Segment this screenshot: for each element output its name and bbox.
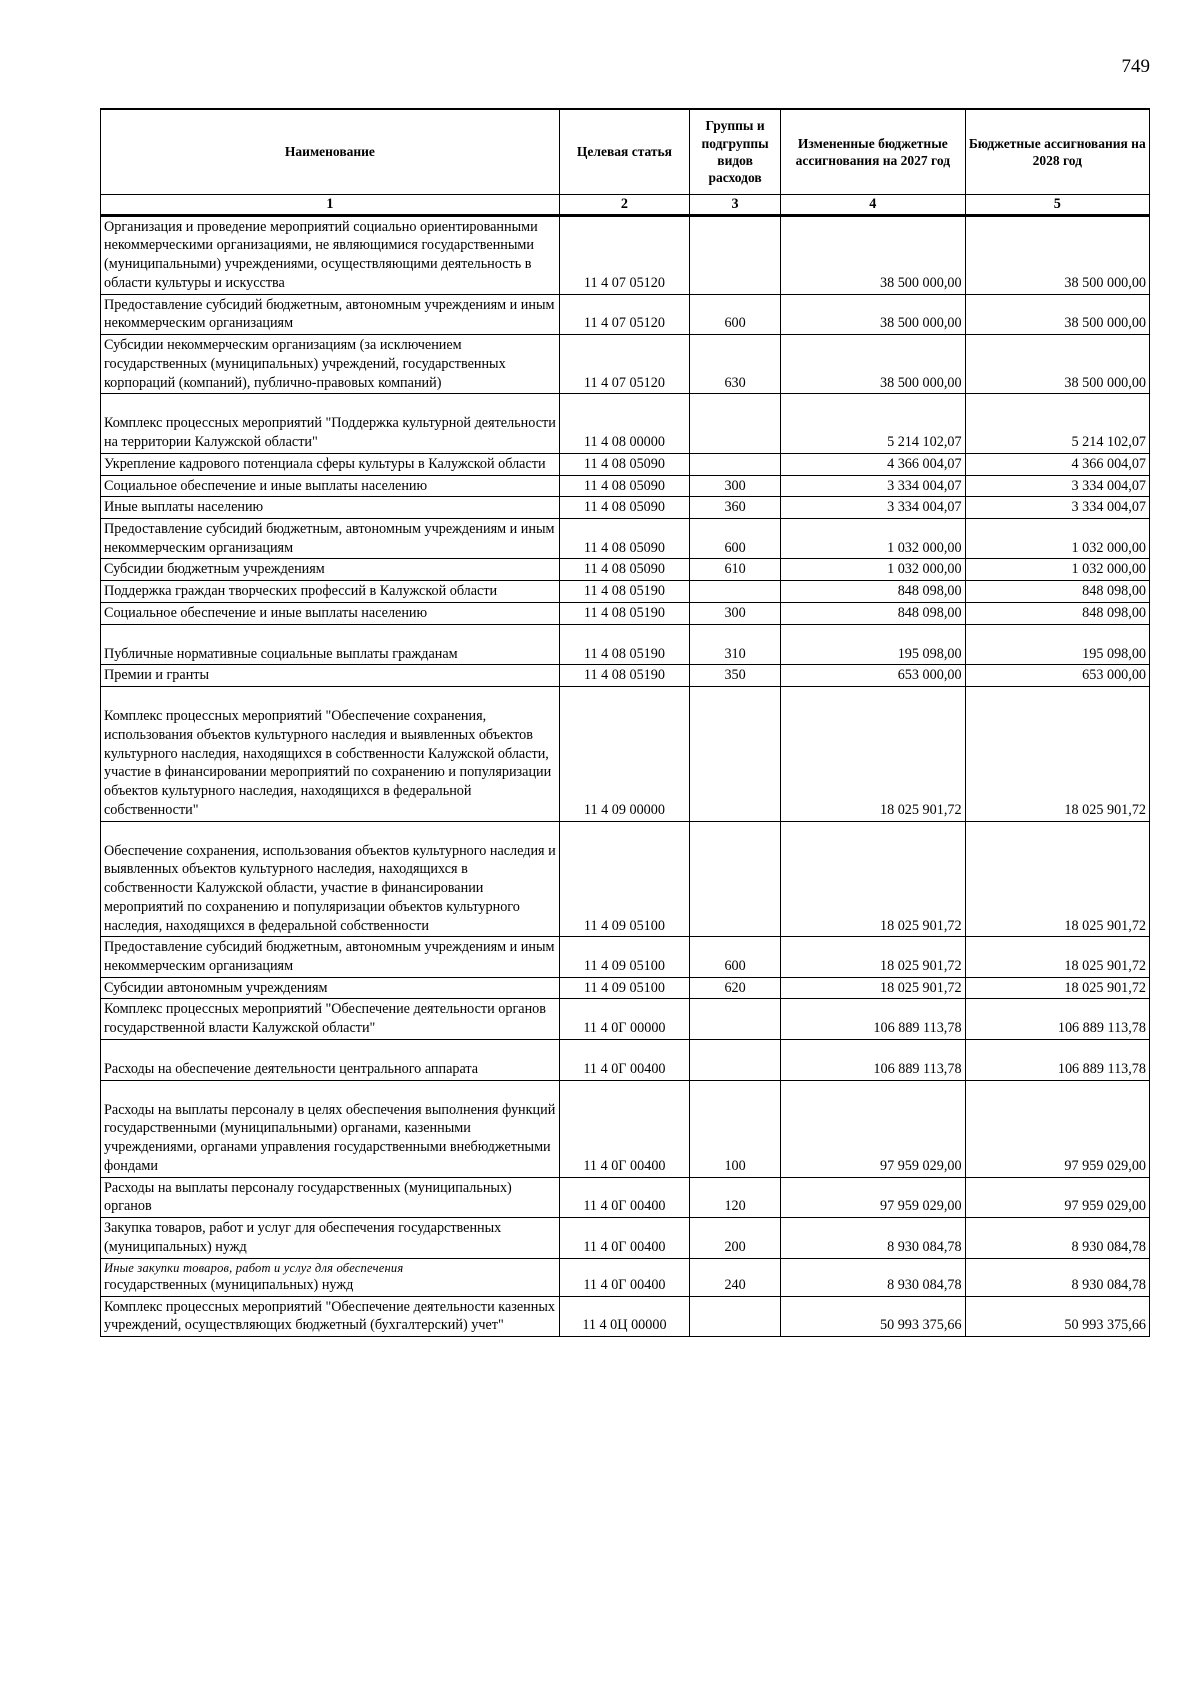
row-target-article: 11 4 08 05190 <box>559 624 689 665</box>
row-amount-2028: 38 500 000,00 <box>965 215 1149 294</box>
row-name: Предоставление субсидий бюджетным, автономным учреждениям и иным некоммерческим организациям <box>101 519 560 559</box>
row-target-article: 11 4 08 05090 <box>559 475 689 497</box>
row-expense-group <box>690 1039 781 1080</box>
row-name: Организация и проведение мероприятий социально ориентированными некоммерческими организациями, не являющимися государственными (муниципальными) учреждениями, осуществляющими деятельность в области культуры и искусства <box>101 215 560 294</box>
table-row <box>101 1177 1150 1217</box>
row-expense-group: 600 <box>690 519 781 559</box>
row-expense-group <box>690 687 781 821</box>
row-amount-2027: 38 500 000,00 <box>781 294 965 334</box>
row-amount-2027: 848 098,00 <box>781 602 965 624</box>
header-amount-2028: Бюджетные ассигнования на 2028 год <box>965 109 1149 195</box>
table-row <box>101 1258 1150 1296</box>
row-name: Социальное обеспечение и иные выплаты населению <box>101 602 560 624</box>
row-amount-2027: 50 993 375,66 <box>781 1296 965 1336</box>
table-row <box>101 581 1150 603</box>
row-expense-group <box>690 215 781 294</box>
budget-table <box>100 108 1150 1337</box>
header-amount-2027: Измененные бюджетные ассигнования на 2027 год <box>781 109 965 195</box>
row-amount-2027: 97 959 029,00 <box>781 1080 965 1177</box>
row-name <box>101 1258 560 1296</box>
row-name: Обеспечение сохранения, использования объектов культурного наследия и выявленных объектов культурного наследия, находящихся в собственности Калужской области, участие в финансировании мероприятий по сохранению и популяризации объектов культурного наследия, находящихся в федеральной собственности <box>101 821 560 937</box>
row-amount-2027: 4 366 004,07 <box>781 453 965 475</box>
row-expense-group <box>690 1296 781 1336</box>
row-amount-2028: 18 025 901,72 <box>965 977 1149 999</box>
column-number: 4 <box>781 195 965 216</box>
table-row <box>101 215 1150 294</box>
row-amount-2028: 3 334 004,07 <box>965 475 1149 497</box>
row-target-article: 11 4 0Г 00000 <box>559 999 689 1039</box>
row-name: Комплекс процессных мероприятий "Обеспечение деятельности органов государственной власти Калужской области" <box>101 999 560 1039</box>
row-name: Иные выплаты населению <box>101 497 560 519</box>
table-row <box>101 497 1150 519</box>
row-amount-2027: 18 025 901,72 <box>781 977 965 999</box>
row-amount-2028: 38 500 000,00 <box>965 335 1149 394</box>
row-amount-2027: 195 098,00 <box>781 624 965 665</box>
row-expense-group: 300 <box>690 475 781 497</box>
row-name: Субсидии некоммерческим организациям (за исключением государственных (муниципальных) учреждений, государственных корпораций (компаний), публично-правовых компаний) <box>101 335 560 394</box>
table-row <box>101 977 1150 999</box>
row-amount-2027: 848 098,00 <box>781 581 965 603</box>
row-target-article: 11 4 08 05190 <box>559 602 689 624</box>
row-amount-2028: 3 334 004,07 <box>965 497 1149 519</box>
row-expense-group: 620 <box>690 977 781 999</box>
row-target-article: 11 4 09 05100 <box>559 977 689 999</box>
row-target-article: 11 4 09 05100 <box>559 937 689 977</box>
row-expense-group <box>690 999 781 1039</box>
row-name: Расходы на выплаты персоналу в целях обеспечения выполнения функций государственными (муниципальными) органами, казенными учреждениями, органами управления государственными внебюджетными фондами <box>101 1080 560 1177</box>
row-expense-group: 600 <box>690 294 781 334</box>
row-amount-2027: 106 889 113,78 <box>781 1039 965 1080</box>
row-amount-2028: 18 025 901,72 <box>965 687 1149 821</box>
row-expense-group: 120 <box>690 1177 781 1217</box>
row-amount-2027: 38 500 000,00 <box>781 215 965 294</box>
header-target-article: Целевая статья <box>559 109 689 195</box>
row-amount-2028: 653 000,00 <box>965 665 1149 687</box>
row-target-article: 11 4 0Г 00400 <box>559 1039 689 1080</box>
row-name: Расходы на обеспечение деятельности центрального аппарата <box>101 1039 560 1080</box>
row-name: Комплекс процессных мероприятий "Обеспечение сохранения, использования объектов культурного наследия и выявленных объектов культурного наследия, находящихся в собственности Калужской области, участие в финансировании мероприятий по сохранению и популяризации объектов культурного наследия, находящихся в федеральной собственности" <box>101 687 560 821</box>
table-row <box>101 335 1150 394</box>
row-amount-2027: 18 025 901,72 <box>781 687 965 821</box>
row-amount-2027: 1 032 000,00 <box>781 519 965 559</box>
row-amount-2027: 38 500 000,00 <box>781 335 965 394</box>
row-name: Поддержка граждан творческих профессий в Калужской области <box>101 581 560 603</box>
row-name: Субсидии автономным учреждениям <box>101 977 560 999</box>
row-amount-2028: 848 098,00 <box>965 602 1149 624</box>
column-number: 2 <box>559 195 689 216</box>
row-amount-2028: 18 025 901,72 <box>965 821 1149 937</box>
row-target-article: 11 4 0Г 00400 <box>559 1258 689 1296</box>
table-row <box>101 602 1150 624</box>
table-row <box>101 937 1150 977</box>
table-row <box>101 624 1150 665</box>
row-target-article: 11 4 0Г 00400 <box>559 1080 689 1177</box>
row-target-article: 11 4 09 05100 <box>559 821 689 937</box>
row-target-article: 11 4 0Г 00400 <box>559 1218 689 1258</box>
row-name: Предоставление субсидий бюджетным, автономным учреждениям и иным некоммерческим организациям <box>101 294 560 334</box>
row-expense-group <box>690 453 781 475</box>
row-name: Предоставление субсидий бюджетным, автономным учреждениям и иным некоммерческим организациям <box>101 937 560 977</box>
table-header-row <box>101 109 1150 195</box>
row-expense-group: 350 <box>690 665 781 687</box>
table-row <box>101 453 1150 475</box>
row-expense-group: 310 <box>690 624 781 665</box>
row-amount-2028: 106 889 113,78 <box>965 1039 1149 1080</box>
row-amount-2028: 106 889 113,78 <box>965 999 1149 1039</box>
row-amount-2028: 97 959 029,00 <box>965 1177 1149 1217</box>
table-row <box>101 559 1150 581</box>
column-number: 1 <box>101 195 560 216</box>
row-amount-2027: 18 025 901,72 <box>781 937 965 977</box>
row-name: Субсидии бюджетным учреждениям <box>101 559 560 581</box>
row-amount-2028: 5 214 102,07 <box>965 394 1149 453</box>
table-row <box>101 519 1150 559</box>
row-target-article: 11 4 08 00000 <box>559 394 689 453</box>
row-amount-2028: 1 032 000,00 <box>965 519 1149 559</box>
row-expense-group <box>690 581 781 603</box>
row-amount-2028: 1 032 000,00 <box>965 559 1149 581</box>
column-number: 5 <box>965 195 1149 216</box>
row-target-article: 11 4 08 05190 <box>559 665 689 687</box>
row-name: Публичные нормативные социальные выплаты гражданам <box>101 624 560 665</box>
row-expense-group: 600 <box>690 937 781 977</box>
row-amount-2027: 8 930 084,78 <box>781 1218 965 1258</box>
row-name: Закупка товаров, работ и услуг для обеспечения государственных (муниципальных) нужд <box>101 1218 560 1258</box>
table-body <box>101 215 1150 1336</box>
header-name: Наименование <box>101 109 560 195</box>
row-amount-2028: 848 098,00 <box>965 581 1149 603</box>
row-target-article: 11 4 0Ц 00000 <box>559 1296 689 1336</box>
row-amount-2028: 4 366 004,07 <box>965 453 1149 475</box>
row-expense-group: 300 <box>690 602 781 624</box>
column-number: 3 <box>690 195 781 216</box>
row-expense-group: 360 <box>690 497 781 519</box>
row-amount-2027: 5 214 102,07 <box>781 394 965 453</box>
row-amount-2028: 8 930 084,78 <box>965 1258 1149 1296</box>
table-row <box>101 1080 1150 1177</box>
row-target-article: 11 4 07 05120 <box>559 335 689 394</box>
row-amount-2028: 97 959 029,00 <box>965 1080 1149 1177</box>
row-expense-group <box>690 821 781 937</box>
row-note: Иные закупки товаров, работ и услуг для обеспечения <box>104 1260 404 1275</box>
row-amount-2027: 3 334 004,07 <box>781 497 965 519</box>
table-row <box>101 665 1150 687</box>
row-target-article: 11 4 08 05090 <box>559 519 689 559</box>
row-amount-2028: 50 993 375,66 <box>965 1296 1149 1336</box>
row-amount-2028: 38 500 000,00 <box>965 294 1149 334</box>
row-target-article: 11 4 07 05120 <box>559 294 689 334</box>
table-row <box>101 475 1150 497</box>
row-name: Расходы на выплаты персоналу государственных (муниципальных) органов <box>101 1177 560 1217</box>
table-row <box>101 1039 1150 1080</box>
row-amount-2027: 18 025 901,72 <box>781 821 965 937</box>
row-amount-2027: 8 930 084,78 <box>781 1258 965 1296</box>
table-row <box>101 394 1150 453</box>
row-name: Комплекс процессных мероприятий "Поддержка культурной деятельности на территории Калужской области" <box>101 394 560 453</box>
table-row <box>101 821 1150 937</box>
row-amount-2028: 18 025 901,72 <box>965 937 1149 977</box>
column-number-row <box>101 195 1150 216</box>
row-name: Премии и гранты <box>101 665 560 687</box>
row-expense-group: 610 <box>690 559 781 581</box>
row-name-text: государственных (муниципальных) нужд <box>104 1277 354 1294</box>
table-row <box>101 1296 1150 1336</box>
row-amount-2027: 106 889 113,78 <box>781 999 965 1039</box>
header-expense-groups: Группы и подгруппы видов расходов <box>690 109 781 195</box>
row-amount-2028: 8 930 084,78 <box>965 1218 1149 1258</box>
row-amount-2028: 195 098,00 <box>965 624 1149 665</box>
row-target-article: 11 4 08 05090 <box>559 497 689 519</box>
row-name: Социальное обеспечение и иные выплаты населению <box>101 475 560 497</box>
row-target-article: 11 4 0Г 00400 <box>559 1177 689 1217</box>
row-target-article: 11 4 08 05190 <box>559 581 689 603</box>
row-name: Укрепление кадрового потенциала сферы культуры в Калужской области <box>101 453 560 475</box>
row-amount-2027: 1 032 000,00 <box>781 559 965 581</box>
row-name: Комплекс процессных мероприятий "Обеспечение деятельности казенных учреждений, осуществляющих бюджетный (бухгалтерский) учет" <box>101 1296 560 1336</box>
row-target-article: 11 4 08 05090 <box>559 453 689 475</box>
row-amount-2027: 97 959 029,00 <box>781 1177 965 1217</box>
row-target-article: 11 4 09 00000 <box>559 687 689 821</box>
table-row <box>101 687 1150 821</box>
row-expense-group: 240 <box>690 1258 781 1296</box>
row-expense-group: 100 <box>690 1080 781 1177</box>
table-row <box>101 1218 1150 1258</box>
row-target-article: 11 4 07 05120 <box>559 215 689 294</box>
table-row <box>101 999 1150 1039</box>
row-expense-group: 200 <box>690 1218 781 1258</box>
table-row <box>101 294 1150 334</box>
row-expense-group: 630 <box>690 335 781 394</box>
row-target-article: 11 4 08 05090 <box>559 559 689 581</box>
row-amount-2027: 653 000,00 <box>781 665 965 687</box>
row-expense-group <box>690 394 781 453</box>
page-number: 749 <box>1121 56 1150 77</box>
row-amount-2027: 3 334 004,07 <box>781 475 965 497</box>
